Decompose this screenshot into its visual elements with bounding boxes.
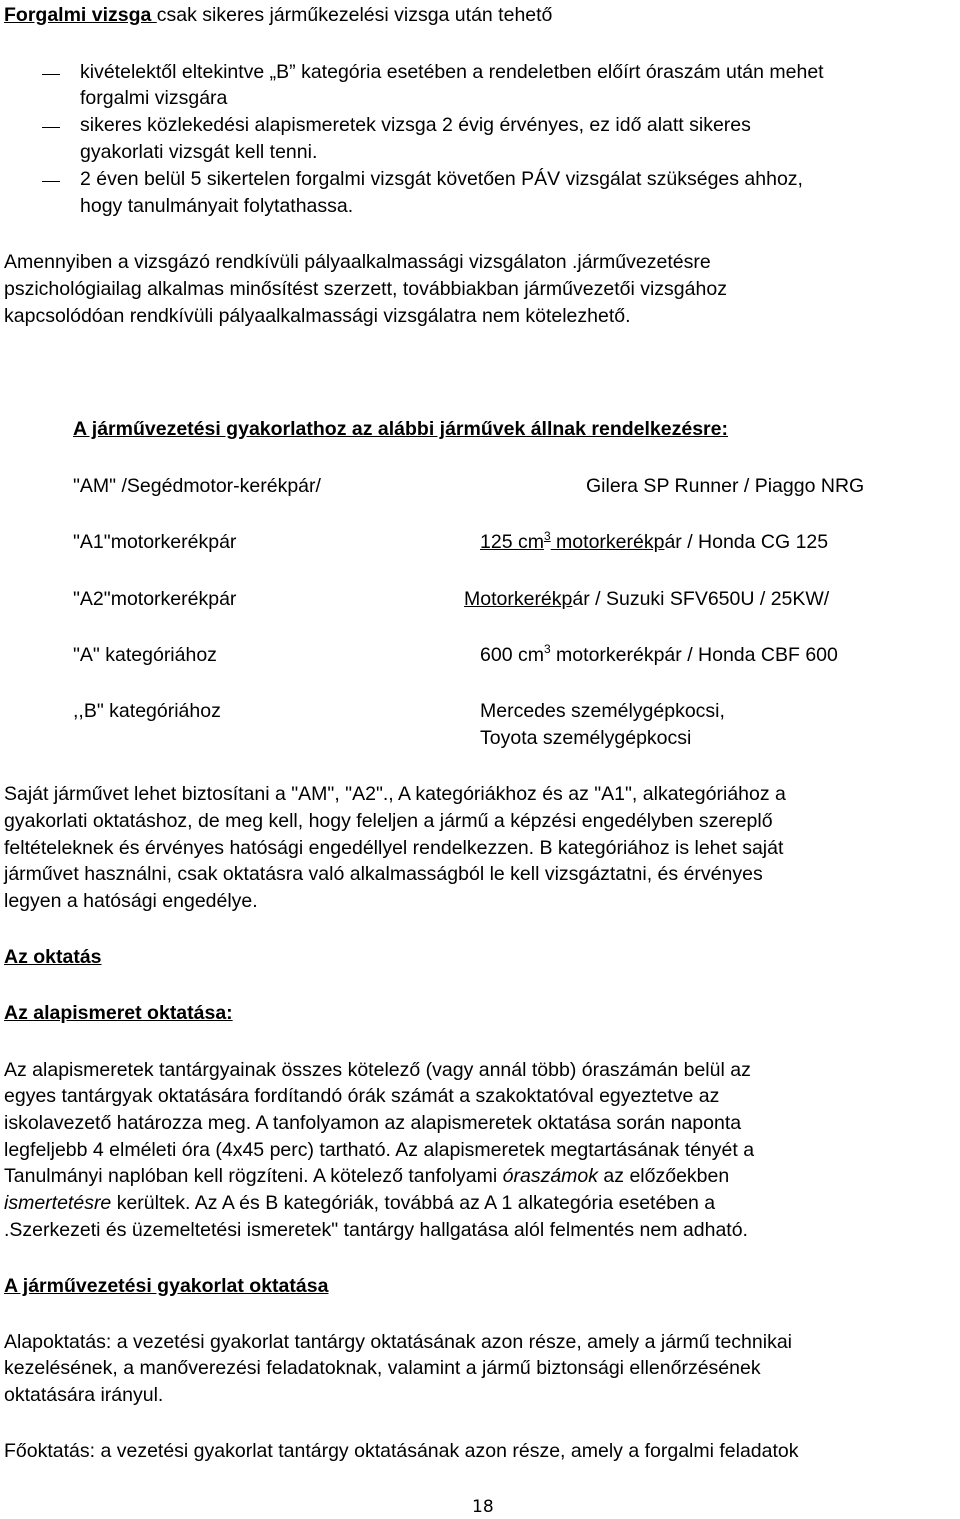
dash-bullet-icon: [42, 181, 60, 182]
paragraph-line: gyakorlati oktatáshoz, de meg kell, hogy feleljen a jármű a képzési engedélyben szereplő: [4, 810, 773, 832]
foktatas-paragraph: Főoktatás: a vezetési gyakorlat tantárgy oktatásának azon része, amely a forgalmi feladatok: [4, 1440, 799, 1462]
bullet-2-line1: sikeres közlekedési alapismeretek vizsga 2 évig érvényes, ez idő alatt sikeres: [80, 114, 751, 136]
paragraph-line: oktatására irányul.: [4, 1384, 164, 1406]
heading-title: Forgalmi vizsga: [4, 4, 157, 26]
vehicle-model: 125 $cm^3$ motorkerékpár / Honda CG 125: [480, 529, 829, 553]
paragraph-line: feltételeknek és érvényes hatósági engedéllyel rendelkezzen. B kategóriához is lehet saját: [4, 837, 784, 859]
vehicle-category: "AM" /Segédmotor-kerékpár/: [73, 475, 321, 497]
vehicle-model: Motorkerékpár / Suzuki SFV650U / 25KW/: [464, 588, 830, 610]
vehicle-model: 600 $cm^3$ motorkerékpár / Honda CBF 600: [480, 642, 838, 666]
vehicle-model: Toyota személygépkocsi: [480, 727, 692, 749]
paragraph-line: egyes tantárgyak oktatására fordítandó órák számát a szakoktatóval egyeztetve az: [4, 1085, 720, 1107]
vehicles-title: A járművezetési gyakorlathoz az alábbi járművek állnak rendelkezésre:: [73, 418, 728, 440]
paragraph-line: kezelésének, a manőverezési feladatoknak, valamint a jármű biztonsági ellenőrzésének: [4, 1357, 761, 1379]
vehicle-model: Gilera SP Runner / Piaggo NRG: [586, 475, 865, 497]
bullet-2-line2: gyakorlati vizsgát kell tenni.: [80, 141, 318, 163]
paragraph-line: ismertetésre kerültek. Az A és B kategóriák, továbbá az A 1 alkategória esetében a: [4, 1192, 716, 1214]
section-heading-gyakorlat: A járművezetési gyakorlat oktatása: [4, 1275, 329, 1297]
paragraph-line: pszichológiailag alkalmas minősítést szerzett, továbbiakban járművezetői vizsgához: [4, 278, 727, 300]
dash-bullet-icon: [42, 127, 60, 128]
vehicle-category: ,,B" kategóriához: [73, 700, 221, 722]
paragraph-line: .Szerkezeti és üzemeltetési ismeretek" tantárgy hallgatása alól felmentés nem adható.: [4, 1219, 748, 1241]
section-heading-oktatas: Az oktatás: [4, 946, 102, 968]
vehicle-category: "A" kategóriához: [73, 644, 217, 666]
page-number: 18: [472, 1497, 494, 1517]
vehicle-category: "A2"motorkerékpár: [73, 588, 237, 610]
paragraph-line: iskolavezető határozza meg. A tanfolyamon az alapismeretek oktatása során naponta: [4, 1112, 742, 1134]
paragraph-line: legyen a hatósági engedélye.: [4, 890, 258, 912]
paragraph-line: Saját járművet lehet biztosítani a "AM", "A2"., A kategóriákhoz és az "A1", alkategóriához a: [4, 783, 786, 805]
dash-bullet-icon: [42, 74, 60, 75]
section-heading-alapismeret: Az alapismeret oktatása:: [4, 1002, 233, 1024]
paragraph-line: járművet használni, csak oktatásra való alkalmasságból le kell vizsgáztatni, és érvényes: [4, 863, 763, 885]
paragraph-line: Az alapismeretek tantárgyainak összes kötelező (vagy annál több) óraszámán belül az: [4, 1059, 751, 1081]
page-heading: [4, 4, 552, 27]
bullet-3-line2: hogy tanulmányait folytathassa.: [80, 195, 354, 217]
heading-rest: csak sikeres járműkezelési vizsga után tehető: [156, 4, 553, 26]
paragraph-line: kapcsolódóan rendkívüli pályaalkalmassági vizsgálatra nem kötelezhető.: [4, 305, 631, 327]
bullet-1-line1: kivételektől eltekintve „B” kategória esetében a rendeletben előírt óraszám után mehet: [80, 61, 824, 83]
paragraph-line: Alapoktatás: a vezetési gyakorlat tantárgy oktatásának azon része, amely a jármű technikai: [4, 1331, 792, 1353]
paragraph-line: legfeljebb 4 elméleti óra (4x45 perc) tartható. Az alapismeretek megtartásának tényét a: [4, 1139, 755, 1161]
vehicle-model: Mercedes személygépkocsi,: [480, 700, 725, 722]
vehicle-category: "A1"motorkerékpár: [73, 531, 237, 553]
bullet-1-line2: forgalmi vizsgára: [80, 87, 228, 109]
bullet-3-line1: 2 éven belül 5 sikertelen forgalmi vizsgát követően PÁV vizsgálat szükséges ahhoz,: [80, 168, 803, 190]
paragraph-line: Tanulmányi naplóban kell rögzíteni. A kötelező tanfolyami óraszámok az előzőekben: [4, 1165, 730, 1187]
paragraph-line: Amennyiben a vizsgázó rendkívüli pályaalkalmassági vizsgálaton .járművezetésre: [4, 251, 711, 273]
